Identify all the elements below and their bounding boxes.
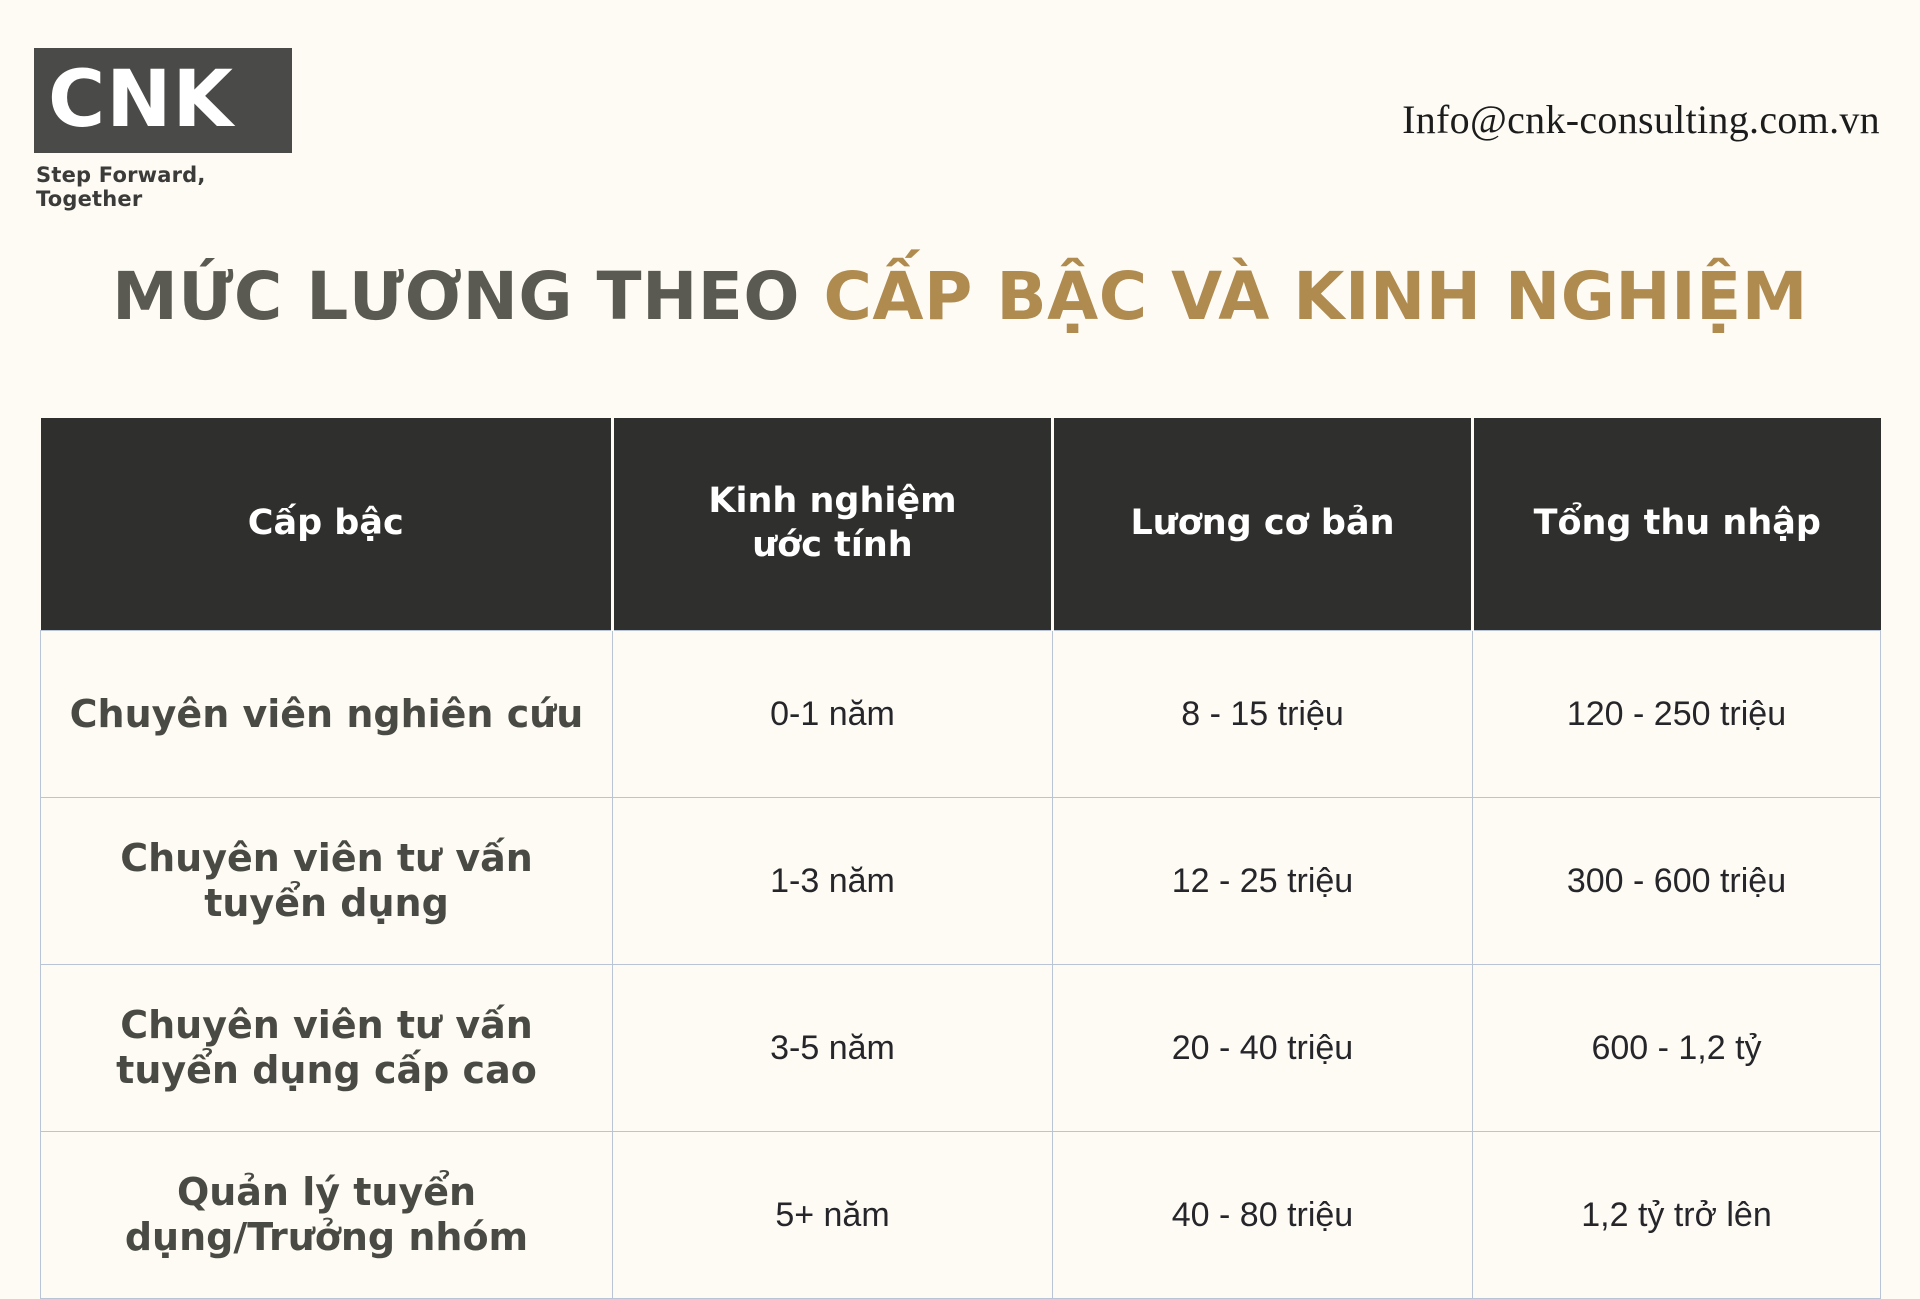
cell-total-income: 600 - 1,2 tỷ [1473, 965, 1881, 1132]
column-header-base-salary [1053, 418, 1473, 631]
cell-level [41, 1132, 613, 1299]
table-row [41, 798, 1881, 965]
brand-logo [34, 48, 304, 211]
page-title-second: CẤP BẬC VÀ KINH NGHIỆM [823, 258, 1808, 335]
table-row [41, 1132, 1881, 1299]
contact-email: Info@cnk-consulting.com.vn [1402, 97, 1880, 142]
cell-experience: 0-1 năm [613, 631, 1053, 798]
logo-text: CNK [48, 55, 234, 146]
cell-level [41, 798, 613, 965]
cell-level-line1: Chuyên viên nghiên cứu [69, 691, 584, 736]
cell-base-salary: 8 - 15 triệu [1053, 631, 1473, 798]
table-row [41, 965, 1881, 1132]
cell-level-line2: tuyển dụng [204, 881, 449, 925]
column-header-level [41, 418, 613, 631]
cell-level [41, 965, 613, 1132]
table-row [41, 631, 1881, 798]
cell-total-income: 1,2 tỷ trở lên [1473, 1132, 1881, 1299]
cell-experience: 5+ năm [613, 1132, 1053, 1299]
cell-level-line2: tuyển dụng cấp cao [116, 1048, 537, 1092]
cell-base-salary: 12 - 25 triệu [1053, 798, 1473, 965]
column-header-total-income-label: Tổng thu nhập [1533, 503, 1821, 544]
cell-level [41, 631, 613, 798]
page-title-first: MỨC LƯƠNG THEO [112, 258, 824, 335]
cell-base-salary: 20 - 40 triệu [1053, 965, 1473, 1132]
logo-tagline: Step Forward, Together [36, 163, 206, 211]
column-header-base-salary-label: Lương cơ bản [1130, 503, 1395, 544]
cell-total-income: 120 - 250 triệu [1473, 631, 1881, 798]
column-header-level-label: Cấp bậc [247, 503, 404, 544]
cell-experience: 3-5 năm [613, 965, 1053, 1132]
cell-total-income: 300 - 600 triệu [1473, 798, 1881, 965]
logo-mark [34, 48, 292, 153]
table-body [41, 631, 1881, 1299]
salary-table-wrapper [40, 418, 1880, 1299]
cell-level-line2: dụng/Trưởng nhóm [124, 1215, 529, 1259]
column-header-experience-line1: Kinh nghiệm [708, 481, 957, 522]
cell-level-line1: Chuyên viên tư vấn [120, 836, 533, 881]
cell-base-salary: 40 - 80 triệu [1053, 1132, 1473, 1299]
cell-level-line1: Chuyên viên tư vấn [120, 1003, 533, 1048]
table-header-row [41, 418, 1881, 631]
column-header-total-income [1473, 418, 1881, 631]
cell-experience: 1-3 năm [613, 798, 1053, 965]
column-header-experience-line2: ước tính [752, 525, 913, 565]
salary-table [40, 418, 1881, 1299]
cell-level-line1: Quản lý tuyển [176, 1170, 477, 1215]
page-header [34, 48, 1886, 211]
table-head [41, 418, 1881, 631]
page-title [0, 258, 1920, 335]
column-header-experience [613, 418, 1053, 631]
